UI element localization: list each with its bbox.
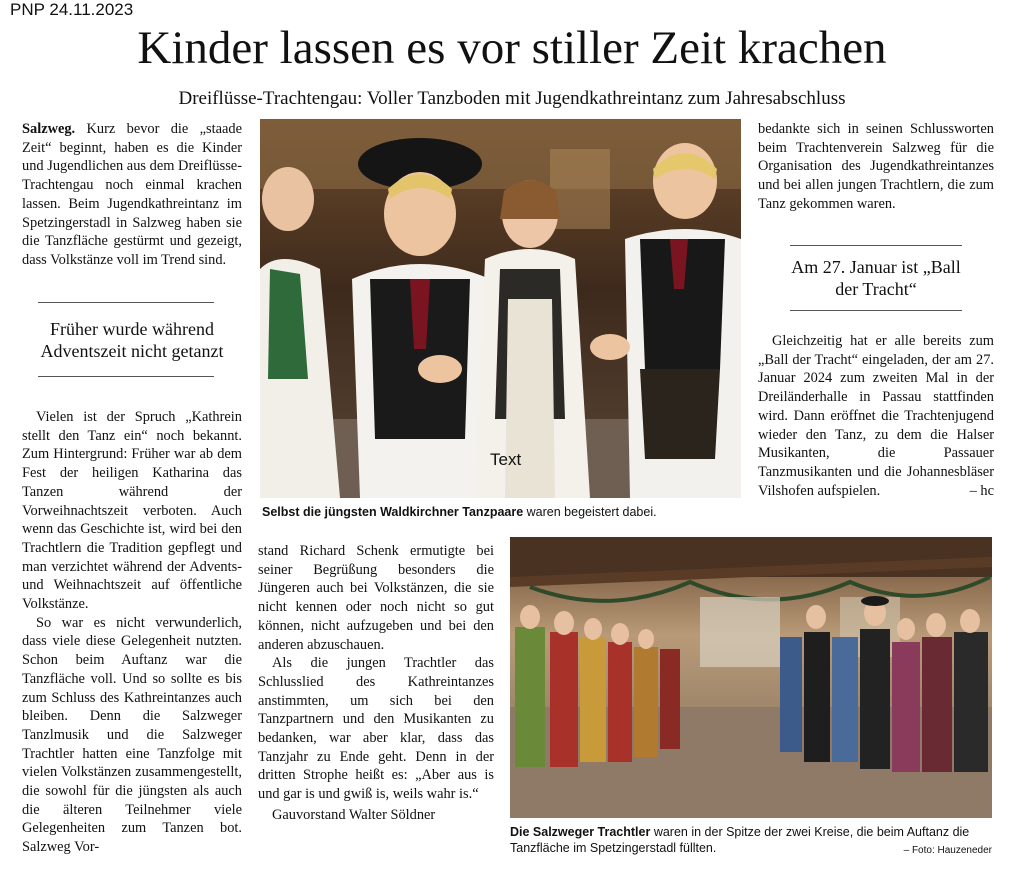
subheading-2: Am 27. Januar ist „Ball der Tracht“ bbox=[791, 257, 961, 299]
caption-text: waren in der Spitze der zwei Kreise, die beim Auftanz die Tanzfläche im Spetzingerstadl füllten. bbox=[510, 825, 970, 855]
column-1-body bbox=[22, 408, 242, 857]
paragraph: Gauvorstand Walter Söldner bbox=[272, 806, 436, 823]
caption-bold: Die Salzweger Trachtler bbox=[510, 825, 651, 839]
subheading-1: Früher wurde während Adventszeit nicht getanzt bbox=[40, 319, 224, 361]
paragraph: stand Richard Schenk ermutigte bei seiner Begrüßung besonders die Jüngeren auch bei Volkstänzen, die sie nicht kennen oder noch nicht so gut können, nicht aufzugeben und bei den anderen abzuschauen. bbox=[258, 543, 494, 653]
photo-trachtler-circles-image bbox=[510, 537, 992, 818]
paragraph-text: Gleichzeitig hat er alle bereits zum „Ball der Tracht“ eingeladen, der am 27. Januar 2024 zum zweiten Mal in der Dreiländerhalle in Passau stattfinden wird. Dann eröffnet die Trachtenjugend wieder den Tanz, zu dem die Halser Musikanten, die Passauer Tanzmusikanten und die Johannesbläser Vilshofen aufspielen. bbox=[758, 333, 994, 499]
author-signature: – hc bbox=[969, 482, 994, 499]
lead-paragraph bbox=[22, 120, 242, 270]
paragraph: So war es nicht verwunderlich, dass viele diese Gelegenheit nutzten. Schon beim Auftanz war die Tanzfläche voll. Und so sollte es bis zum Schluss des Kathreintanzes auch bleiben. Denn die Salzweger Tanzlmusik und die Salzweger Trachtler hatten eine Tanzfolge mit vielen Volkstänzen zusammengestellt, die sowohl für die jüngsten als auch die älteren Teilnehmer viele Gelegenheiten zum Tanzen bot. Salzweg Vor- bbox=[22, 614, 242, 856]
photo-overlay-text: Text bbox=[490, 450, 522, 469]
paragraph: Als die jungen Trachtler das Schlusslied des Kathreintanzes anstimmten, um sich bei den Tanzpartnern und den Musikanten zu bedanken, war aber klar, dass das Tanzjahr zu Ende geht. Denn in der dritten Strophe heißt es: „Aber aus is und gar is und gwiß is, weils wahr is.“ bbox=[258, 655, 494, 803]
divider-rule bbox=[790, 310, 962, 311]
lead-text: Kurz bevor die „staade Zeit“ beginnt, haben es die Kinder und Jugendlichen aus dem Dreiflüsse-Trachtengau noch einmal krachen lassen. Beim Jugendkathreintanz im Spetzingerstadl in Salzweg haben sie die Tanzfläche gestürmt und gezeigt, dass Volkstänze voll im Trend sind. bbox=[22, 121, 242, 268]
photo-children-dancing-image bbox=[260, 119, 741, 498]
subheadline: Dreiflüsse-Trachtengau: Voller Tanzboden mit Jugendkathreintanz zum Jahresabschluss bbox=[178, 88, 846, 109]
dateline: Salzweg. bbox=[22, 121, 76, 137]
divider-rule bbox=[790, 245, 962, 246]
caption-bold: Selbst die jüngsten Waldkirchner Tanzpaare bbox=[262, 505, 524, 519]
column-3-body bbox=[758, 332, 994, 500]
photo-children-dancing bbox=[260, 119, 741, 498]
paragraph bbox=[758, 332, 994, 500]
column-3 bbox=[758, 120, 994, 214]
photo-trachtler-circles bbox=[510, 537, 992, 818]
divider-rule bbox=[38, 376, 214, 377]
column-1 bbox=[22, 120, 242, 270]
headline: Kinder lassen es vor stiller Zeit krachen bbox=[137, 22, 887, 74]
photo-credit: – Foto: Hauzeneder bbox=[903, 845, 992, 856]
caption-text: waren begeistert dabei. bbox=[523, 505, 657, 519]
column-2 bbox=[258, 542, 494, 825]
paragraph: bedankte sich in seinen Schlussworten beim Trachtenverein Salzweg für die Organisation des Jugendkathreintanzes und bei allen jungen Trachtlern, die zum Tanz gekommen waren. bbox=[758, 121, 994, 212]
paragraph: Vielen ist der Spruch „Kathrein stellt den Tanz ein“ noch bekannt. Zum Hintergrund: Früher war ab dem Fest der heiligen Katharina das Tanzen während der Vorweihnachtszeit verboten. Auch wenn das Geschichte ist, wird bei den Trachtlern die Tradition gepflegt und man verzichtet während der Advents- und Weihnachtszeit auf öffentliche Volkstänze. bbox=[22, 409, 242, 613]
source-label: PNP 24.11.2023 bbox=[10, 0, 134, 19]
photo-caption-1 bbox=[262, 504, 742, 520]
photo-caption-2 bbox=[510, 824, 992, 859]
divider-rule bbox=[38, 302, 214, 303]
